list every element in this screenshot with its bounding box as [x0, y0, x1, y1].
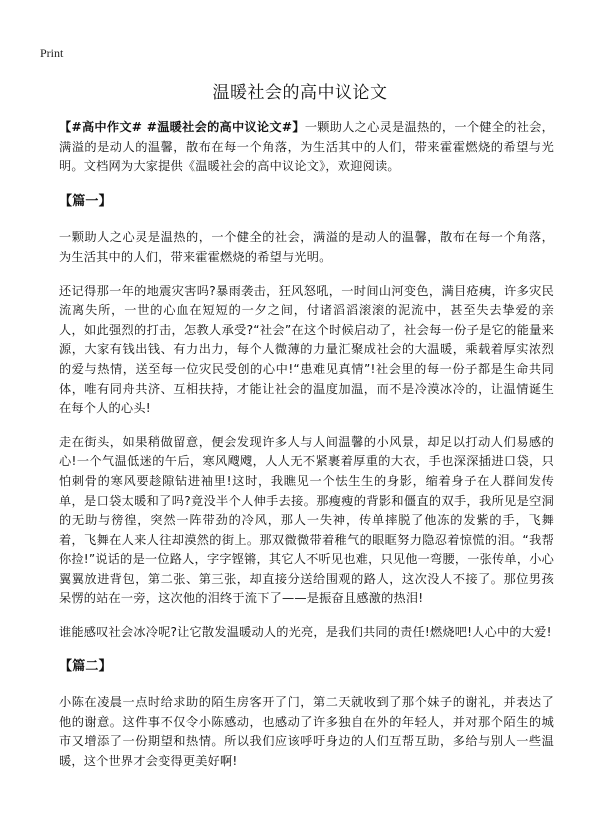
section-2-paragraph-1: 小陈在凌晨一点时给求助的陌生房客开了门，第二天就收到了那个妹子的谢礼，并表达了他的谢意。这件事不仅令小陈感动，也感动了许多独自在外的年轻人，并对那个陌生的城市又增添了一份期望和热情。所以我们应该呼吁身边的人们互帮互助，多给与别人一些温暖，这个世界才会变得更美好啊! — [59, 695, 554, 769]
intro-tags: 【#高中作文# #温暖社会的高中议论文#】 — [59, 120, 305, 134]
intro-paragraph — [59, 118, 554, 177]
section-1-paragraph-1: 一颗助人之心灵是温热的，一个健全的社会，满溢的是动人的温馨，散布在每一个角落，为生活其中的人们，带来霍霍燃烧的希望与光明。 — [59, 230, 554, 264]
article-body — [59, 118, 554, 786]
print-link[interactable]: Print — [40, 46, 64, 60]
section-1-paragraph-3: 走在街头，如果稍做留意，便会发现许多人与人间温馨的小风景，却足以打动人们易感的心!一个气温低迷的午后，寒风飕飕，人人无不紧裹着厚重的大衣，手也深深插进口袋，只怕刺骨的寒风要趁隙钻进袖里!这时，我瞧见一个怯生生的身影，缩着身子在人群间发传单，是口袋太暖和了吗?竟没半个人伸手去接。那瘦瘦的背影和僵直的双手，我所见是空洞的无助与徬徨，突然一阵带劲的冷风，那人一失神，传单摔脱了他冻的发紫的手，飞舞着，飞舞在人来人往却漠然的街上。那双微微带着稚气的眼眶努力隐忍着惊慌的泪。“我帮你捡!”说话的是一位路人，字字铿锵，其它人不听见也难，只见他一弯腰，一张传单，小心翼翼放进背包，第二张、第三张，却直接分送给围观的路人，这次没人不接了。那位男孩呆愣的站在一旁，这次他的泪终于流下了——是振奋且感激的热泪! — [59, 434, 554, 606]
section-heading-2: 【篇二】 — [59, 658, 112, 674]
section-heading-1: 【篇一】 — [59, 193, 112, 209]
document-title: 温暖社会的高中议论文 — [212, 83, 388, 103]
section-1-paragraph-4: 谁能感叹社会冰冷呢?让它散发温暖动人的光亮，是我们共同的责任!燃烧吧!人心中的大爱! — [59, 625, 552, 640]
section-1-paragraph-2: 还记得那一年的地震灾害吗?暴雨袭击，狂风怒吼，一时间山河变色，满目疮痍，许多灾民流离失所，一世的心血在短短的一夕之间，付诸滔滔滚滚的泥流中，甚至失去挚爱的亲人，如此强烈的打击，怎教人承受?“社会”在这个时候启动了，社会每一份子是它的能量来源，大家有钱出钱、有力出力，每个人微薄的力量汇聚成社会的大温暖，乘载着厚实浓烈的爱与热情，送至每一位灾民受创的心中!“患难见真情”!社会里的每一份子都是生命共同体，唯有同舟共济、互相扶持，才能让社会的温度加温，而不是冷漠冰冷的，让温情诞生在每个人的心头! — [59, 283, 554, 416]
intro-text: 一颗助人之心灵是温热的，一个健全的社会，满溢的是动人的温馨，散布在每一个角落，为生活其中的人们，带来霍霍燃烧的希望与光明。文档网为大家提供《温暖社会的高中议论文》，欢迎阅读。 — [59, 120, 555, 174]
